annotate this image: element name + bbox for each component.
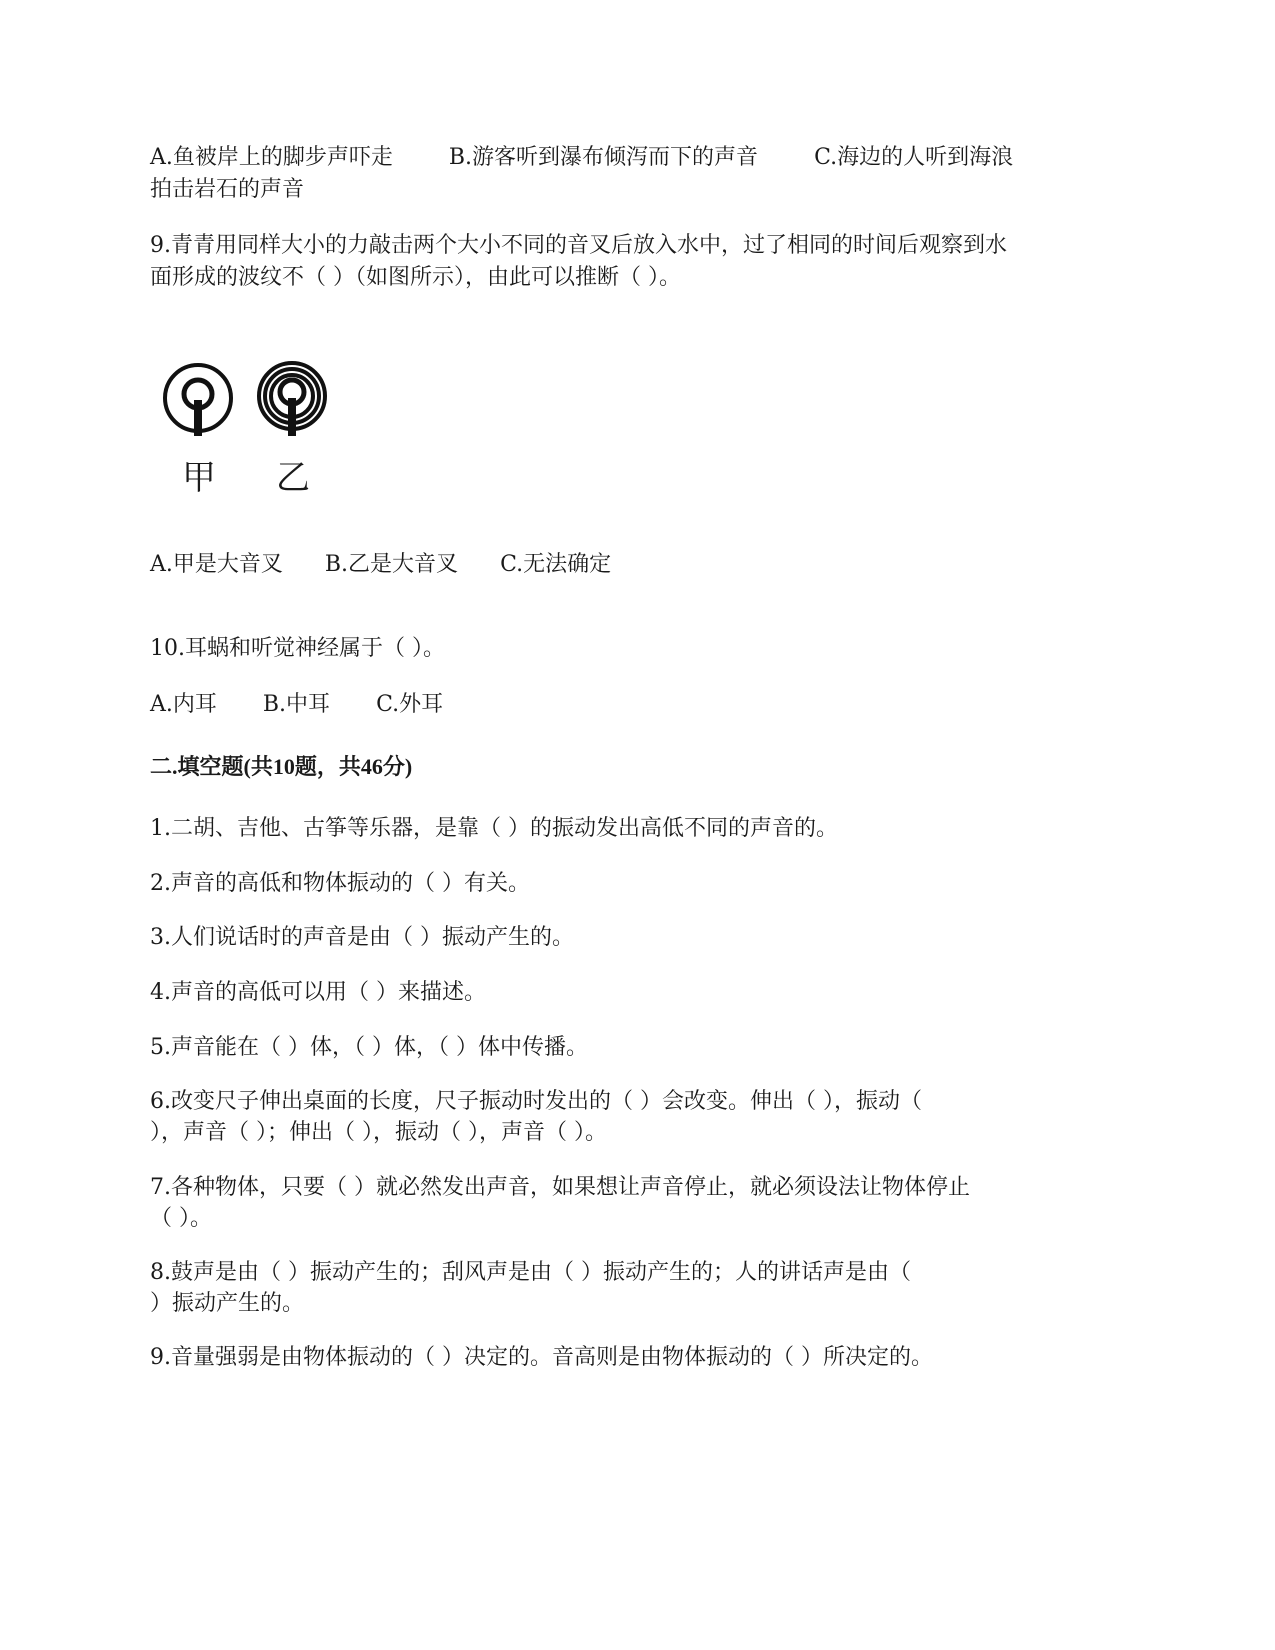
fill-item-3: 3.人们说话时的声音是由（ ）振动产生的。 — [150, 925, 574, 950]
fill-item-4: 4.声音的高低可以用（ ）来描述。 — [150, 980, 486, 1005]
q9-option-b: B.乙是大音叉 — [324, 552, 459, 577]
fill-item-9: 9.音量强弱是由物体振动的（ ）决定的。音高则是由物体振动的（ ）所决定的。 — [150, 1345, 933, 1370]
figure-label-jia: 甲 — [182, 458, 216, 498]
fill-item-1: 1.二胡、吉他、古筝等乐器，是靠（ ）的振动发出高低不同的声音的。 — [150, 816, 838, 841]
q10-option-c: C.外耳 — [376, 692, 444, 717]
fill-item-8-line2: ）振动产生的。 — [150, 1291, 305, 1316]
q9-options-row — [150, 549, 611, 581]
q8-option-b: B.游客听到瀑布倾泻而下的声音 — [448, 145, 759, 170]
fill-item-7-line1: 7.各种物体，只要（ ）就必然发出声音，如果想让声音停止，就必须设法让物体停止 — [150, 1175, 970, 1200]
ripple-left — [165, 365, 231, 436]
q9-option-a: A.甲是大音叉 — [150, 552, 283, 577]
fill-item-6-line1: 6.改变尺子伸出桌面的长度，尺子振动时发出的（ ）会改变。伸出（ ），振动（ — [150, 1089, 922, 1114]
ripple-right — [259, 363, 325, 436]
q8-option-c: C.海边的人听到海浪 — [814, 145, 1014, 170]
ripple-diagram — [160, 360, 360, 460]
fill-item-7-line2: （ ）。 — [150, 1206, 212, 1231]
q9-text-line1: 9.青青用同样大小的力敲击两个大小不同的音叉后放入水中，过了相同的时间后观察到水 — [150, 233, 1007, 258]
q10-option-a: A.内耳 — [150, 692, 217, 717]
section-heading: 二.填空题(共10题，共46分) — [150, 754, 413, 779]
figure-label-yi: 乙 — [276, 458, 310, 498]
fill-item-5: 5.声音能在（ ）体，（ ）体，（ ）体中传播。 — [150, 1035, 588, 1060]
fill-item-2: 2.声音的高低和物体振动的（ ）有关。 — [150, 871, 530, 896]
q10-text: 10.耳蜗和听觉神经属于（ ）。 — [150, 636, 445, 661]
q8-option-c-continued: 拍击岩石的声音 — [150, 177, 305, 202]
tuning-fork-ripple-figure — [160, 360, 360, 510]
q8-options-row — [150, 142, 1013, 174]
q10-option-b: B.中耳 — [262, 692, 331, 717]
q9-text-line2: 面形成的波纹不（ ）（如图所示），由此可以推断（ ）。 — [150, 265, 681, 290]
q9-option-c: C.无法确定 — [500, 552, 612, 577]
fill-item-8-line1: 8.鼓声是由（ ）振动产生的；刮风声是由（ ）振动产生的；人的讲话声是由（ — [150, 1260, 911, 1285]
fill-item-6-line2: ），声音（ ）；伸出（ ），振动（ ），声音（ ）。 — [150, 1120, 607, 1145]
q10-options-row — [150, 689, 443, 721]
q8-option-a: A.鱼被岸上的脚步声吓走 — [150, 145, 393, 170]
